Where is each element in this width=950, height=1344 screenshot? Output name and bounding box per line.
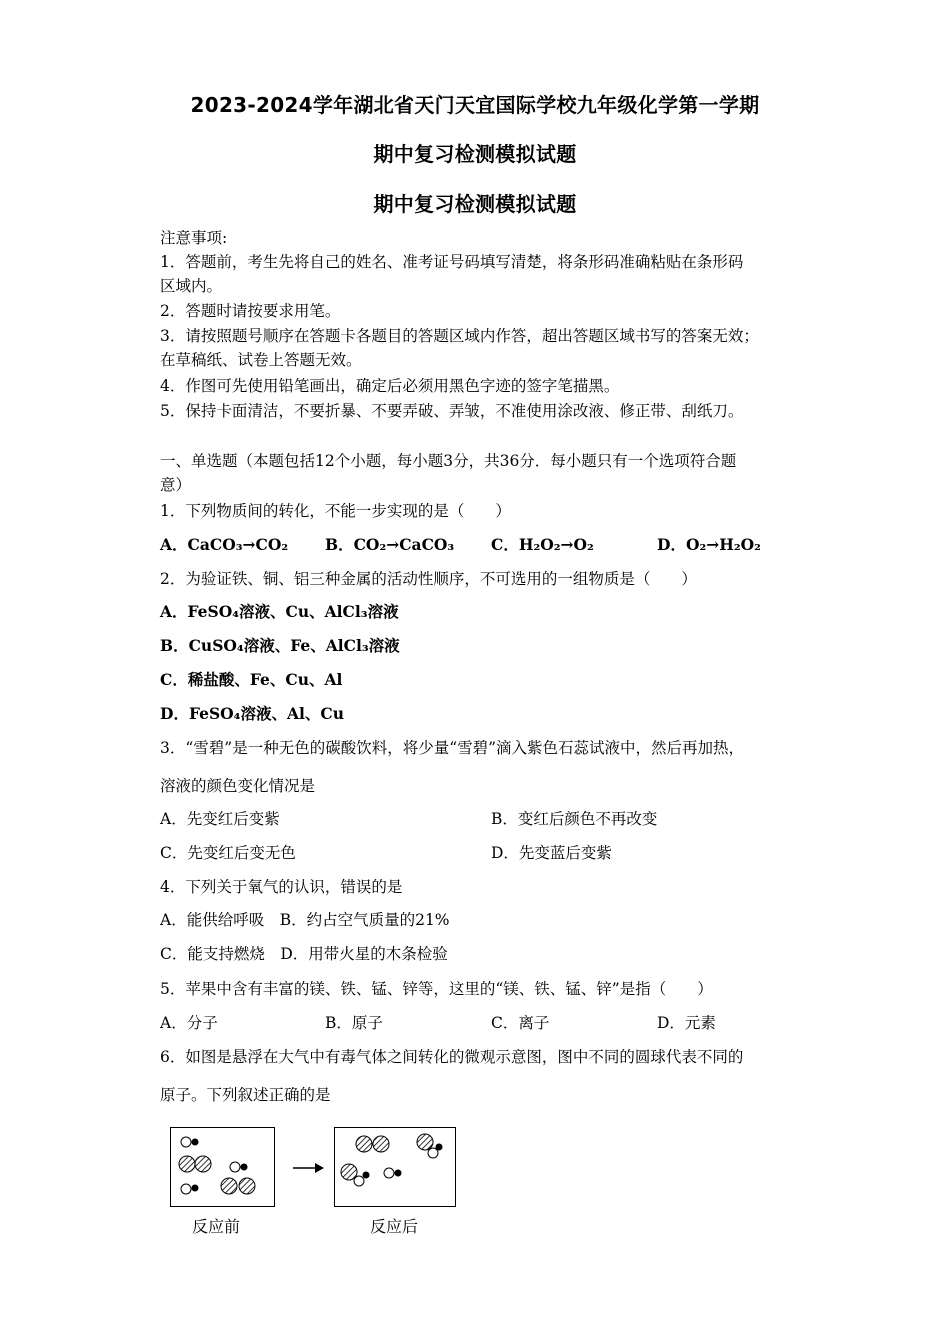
- question-3-stem: 溶液的颜色变化情况是: [160, 777, 316, 795]
- figure-after-box: [334, 1127, 456, 1207]
- arrow-icon: [293, 1161, 325, 1175]
- notes-item: 在草稿纸、试卷上答题无效。: [160, 351, 362, 369]
- notes-item: 区域内。: [160, 277, 223, 295]
- notes-item: 2．答题时请按要求用笔。: [160, 302, 341, 320]
- q4-options-row[interactable]: A．能供给呼吸 B．约占空气质量的21%: [160, 911, 450, 929]
- question-6-stem: 6．如图是悬浮在大气中有毒气体之间转化的微观示意图，图中不同的圆球代表不同的: [160, 1048, 744, 1066]
- page-title-line3: 期中复习检测模拟试题: [373, 192, 577, 216]
- q2-option-b[interactable]: B．CuSO₄溶液、Fe、AlCl₃溶液: [160, 636, 400, 655]
- question-5-stem: 5．苹果中含有丰富的镁、铁、锰、锌等，这里的“镁、铁、锰、锌”是指（ ）: [160, 980, 713, 998]
- q3-option-d[interactable]: D．先变蓝后变紫: [491, 844, 612, 862]
- figure-before-box: [170, 1127, 275, 1207]
- q1-option-a[interactable]: A．CaCO₃→CO₂: [160, 535, 289, 554]
- q2-option-a[interactable]: A．FeSO₄溶液、Cu、AlCl₃溶液: [160, 602, 399, 621]
- molecule-diagram-after: [335, 1128, 455, 1206]
- q1-option-d[interactable]: D．O₂→H₂O₂: [657, 535, 761, 554]
- notes-heading: 注意事项:: [160, 229, 228, 247]
- notes-item: 4．作图可先使用铅笔画出，确定后必须用黑色字迹的签字笔描黑。: [160, 377, 620, 395]
- page-title-line2: 期中复习检测模拟试题: [373, 142, 577, 166]
- question-3-stem: 3．“雪碧”是一种无色的碳酸饮料，将少量“雪碧”滴入紫色石蕊试液中，然后再加热，: [160, 739, 745, 757]
- q3-option-b[interactable]: B．变红后颜色不再改变: [491, 810, 658, 828]
- q3-option-c[interactable]: C．先变红后变无色: [160, 844, 296, 862]
- q5-option-a[interactable]: A．分子: [160, 1014, 218, 1032]
- page-title-line1: 2023-2024学年湖北省天门天宜国际学校九年级化学第一学期: [190, 93, 760, 117]
- question-2-stem: 2．为验证铁、铜、铝三种金属的活动性顺序，不可选用的一组物质是（ ）: [160, 570, 697, 588]
- q5-option-b[interactable]: B．原子: [325, 1014, 383, 1032]
- q4-options-row[interactable]: C．能支持燃烧 D．用带火星的木条检验: [160, 945, 448, 963]
- notes-item: 1．答题前，考生先将自己的姓名、准考证号码填写清楚，将条形码准确粘贴在条形码: [160, 253, 744, 271]
- q2-option-d[interactable]: D．FeSO₄溶液、Al、Cu: [160, 704, 344, 723]
- q5-option-d[interactable]: D．元素: [657, 1014, 716, 1032]
- q1-option-c[interactable]: C．H₂O₂→O₂: [491, 535, 594, 554]
- molecule-diagram-before: [171, 1128, 274, 1206]
- q2-option-c[interactable]: C．稀盐酸、Fe、Cu、Al: [160, 670, 343, 689]
- question-1-stem: 1．下列物质间的转化，不能一步实现的是（ ）: [160, 502, 511, 520]
- q5-option-c[interactable]: C．离子: [491, 1014, 550, 1032]
- section-heading: 意）: [160, 476, 192, 494]
- figure-before-caption: 反应前: [192, 1217, 241, 1236]
- q3-option-a[interactable]: A．先变红后变紫: [160, 810, 280, 828]
- question-6-stem: 原子。下列叙述正确的是: [160, 1086, 331, 1104]
- figure-after-caption: 反应后: [370, 1217, 419, 1236]
- notes-item: 3．请按照题号顺序在答题卡各题目的答题区域内作答，超出答题区域书写的答案无效；: [160, 327, 759, 345]
- section-heading: 一、单选题（本题包括12个小题，每小题3分，共36分．每小题只有一个选项符合题: [160, 452, 737, 470]
- q1-option-b[interactable]: B．CO₂→CaCO₃: [325, 535, 455, 554]
- question-4-stem: 4．下列关于氧气的认识，错误的是: [160, 878, 403, 896]
- notes-item: 5．保持卡面清洁，不要折暴、不要弄破、弄皱，不准使用涂改液、修正带、刮纸刀。: [160, 402, 744, 420]
